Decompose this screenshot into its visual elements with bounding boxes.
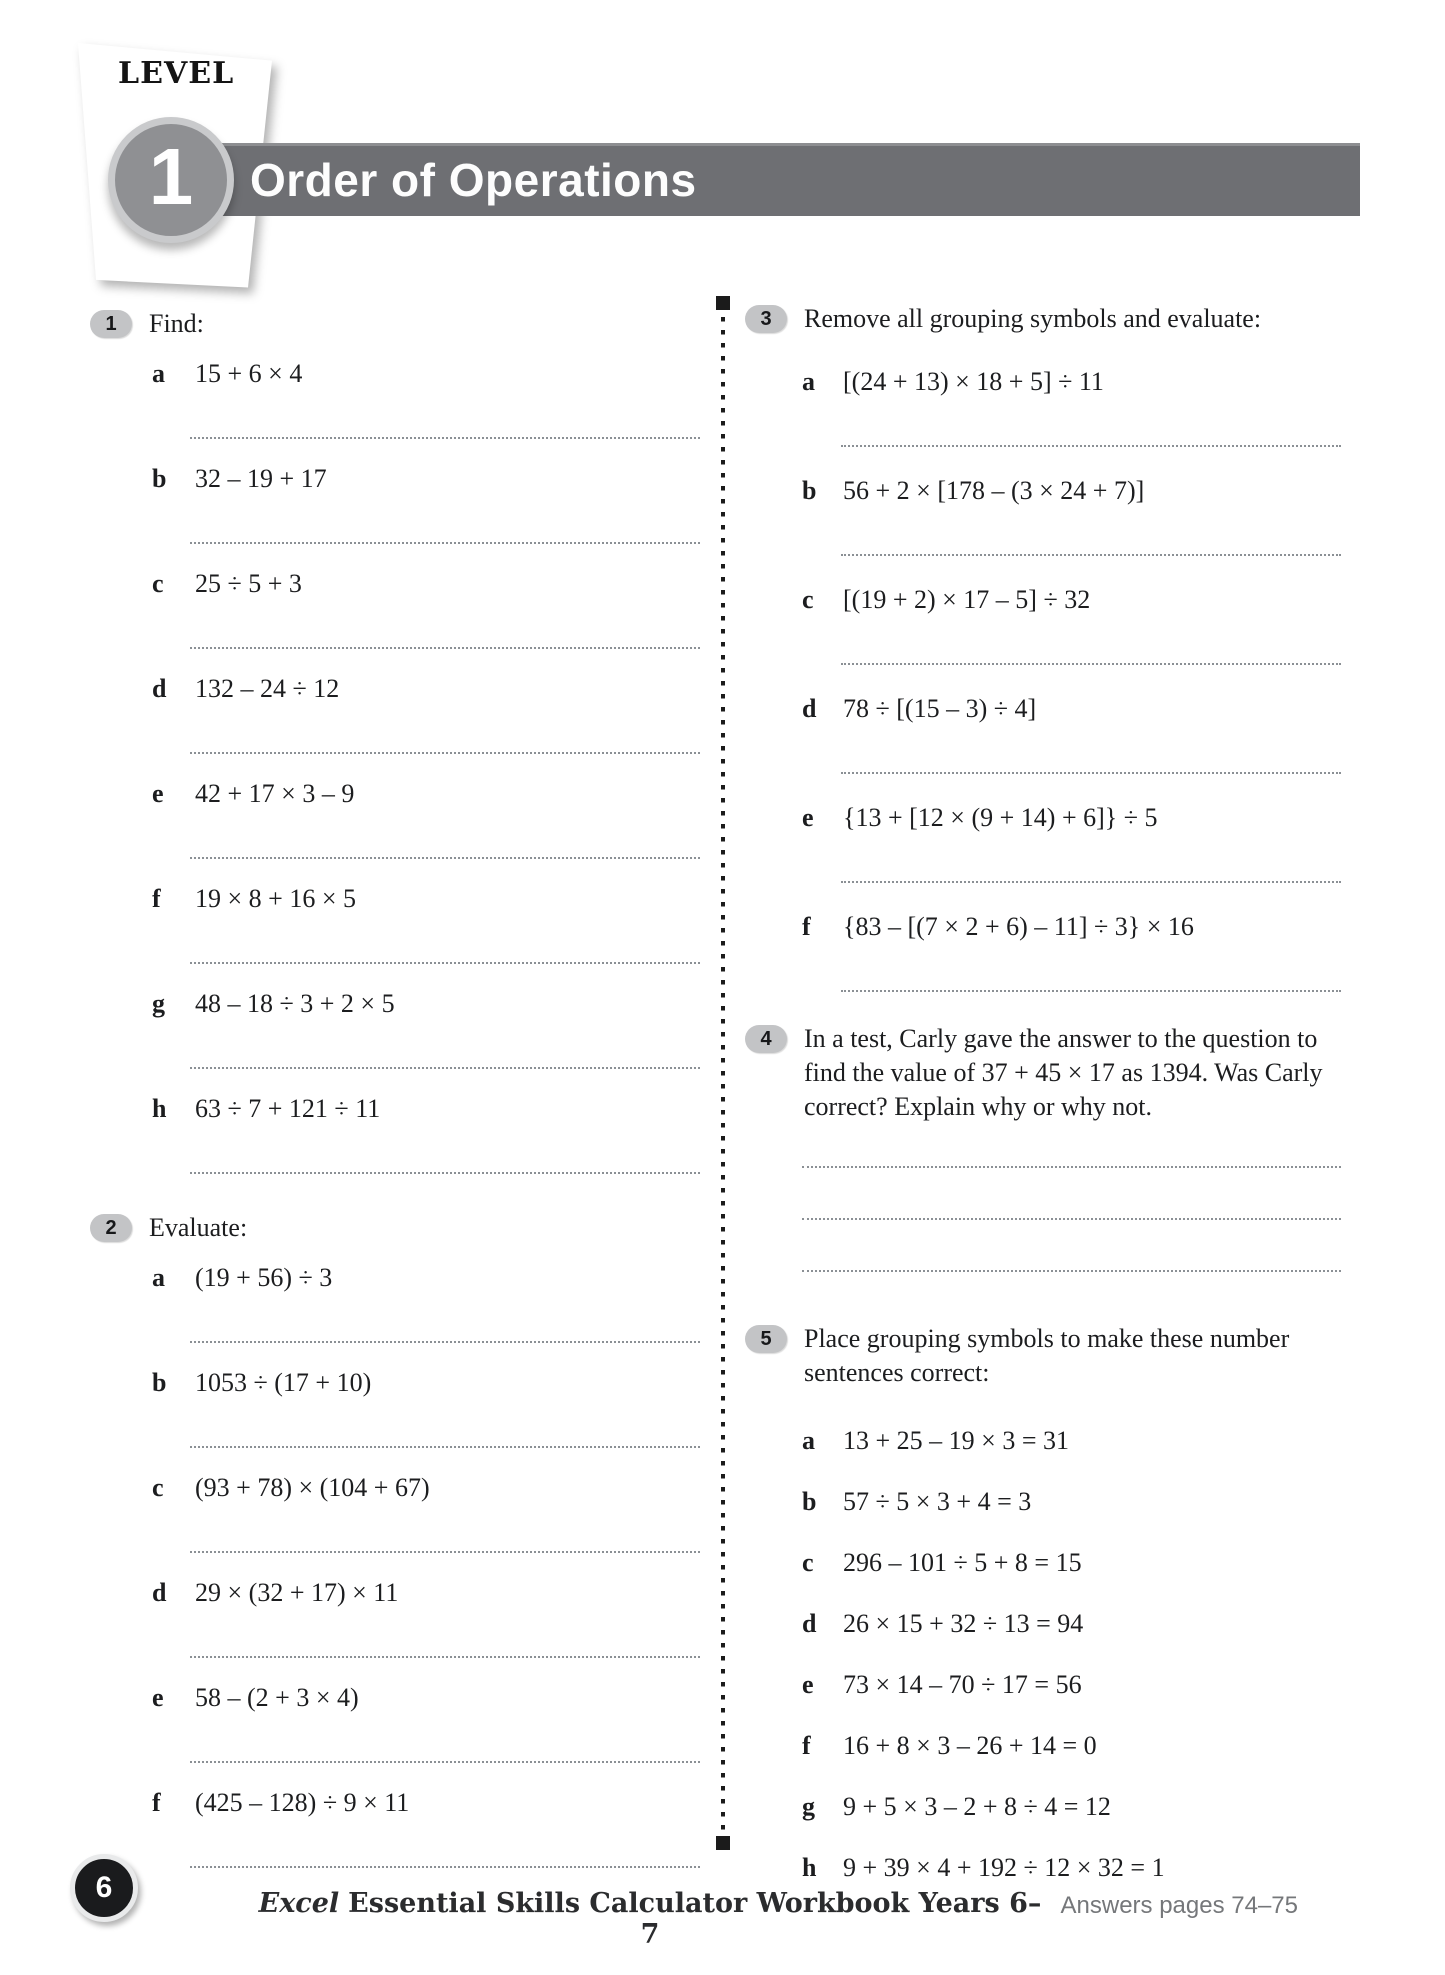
item-expression: 13 + 25 – 19 × 3 = 31 (843, 1426, 1069, 1455)
question-prompt: In a test, Carly gave the answer to the question to find the value of 37 + 45 × 17 as 1394. Was Carly correct? Explain why or why not. (804, 1024, 1323, 1121)
item-letter: b (802, 1487, 817, 1516)
exercise-item (745, 692, 1341, 726)
item-expression: 42 + 17 × 3 – 9 (195, 779, 355, 808)
answer-line[interactable] (802, 1166, 1341, 1168)
answer-line[interactable] (841, 445, 1341, 447)
answer-line[interactable] (190, 647, 700, 649)
item-expression: 56 + 2 × [178 – (3 × 24 + 7)] (843, 476, 1145, 505)
item-letter: d (802, 1609, 817, 1638)
answer-line[interactable] (802, 1270, 1341, 1272)
answer-line[interactable] (841, 881, 1341, 883)
question-4-header (745, 1022, 1341, 1124)
question-prompt: Evaluate: (149, 1213, 248, 1242)
item-letter: g (152, 989, 165, 1018)
item-letter: c (802, 1548, 814, 1577)
level-circle (108, 117, 234, 243)
item-expression: [(19 + 2) × 17 – 5] ÷ 32 (843, 585, 1091, 614)
item-expression: 26 × 15 + 32 ÷ 13 = 94 (843, 1609, 1084, 1638)
item-expression: {13 + [12 × (9 + 14) + 6]} ÷ 5 (843, 803, 1158, 832)
item-expression: 48 – 18 ÷ 3 + 2 × 5 (195, 989, 395, 1018)
exercise-item (88, 1681, 700, 1715)
question-prompt: Remove all grouping symbols and evaluate: (804, 304, 1262, 333)
exercise-item (745, 474, 1341, 508)
item-expression: (19 + 56) ÷ 3 (195, 1263, 333, 1292)
exercise-item (88, 882, 700, 916)
item-letter: h (152, 1094, 167, 1123)
answer-line[interactable] (841, 554, 1341, 556)
number-sentence-item (745, 1485, 1341, 1519)
item-letter: f (802, 912, 811, 941)
number-sentence-item (745, 1668, 1341, 1702)
question-number-badge: 2 (90, 1214, 132, 1242)
question-prompt: Find: (149, 309, 204, 338)
answer-line[interactable] (190, 1172, 700, 1174)
item-letter: e (152, 779, 164, 808)
item-letter: f (802, 1731, 811, 1760)
chapter-banner (214, 143, 1360, 216)
exercise-item (88, 987, 700, 1021)
exercise-item (88, 1366, 700, 1400)
footer-title-text: Essential Skills Calculator Workbook Years 6–7 (348, 1888, 1042, 1950)
exercise-item (88, 777, 700, 811)
question-number-badge: 1 (90, 310, 132, 338)
exercise-item (88, 672, 700, 706)
answer-line[interactable] (841, 663, 1341, 665)
footer-brand: Excel (258, 1888, 340, 1919)
question-5-header (745, 1322, 1341, 1390)
item-expression: 16 + 8 × 3 – 26 + 14 = 0 (843, 1731, 1097, 1760)
question-2-header (90, 1211, 700, 1245)
item-expression: 1053 ÷ (17 + 10) (195, 1368, 372, 1397)
answer-line[interactable] (190, 962, 700, 964)
item-letter: d (152, 1578, 167, 1607)
chapter-title: Order of Operations (250, 154, 697, 206)
item-letter: a (802, 367, 815, 396)
exercise-item (88, 1786, 700, 1820)
item-letter: b (152, 464, 167, 493)
exercise-item (88, 1471, 700, 1505)
item-expression: 15 + 6 × 4 (195, 359, 303, 388)
number-sentence-item (745, 1424, 1341, 1458)
level-number: 1 (148, 132, 194, 221)
page-number-badge (70, 1854, 138, 1922)
item-letter: b (152, 1368, 167, 1397)
answer-line[interactable] (190, 857, 700, 859)
item-expression: 63 ÷ 7 + 121 ÷ 11 (195, 1094, 381, 1123)
item-expression: 58 – (2 + 3 × 4) (195, 1683, 359, 1712)
answer-line[interactable] (802, 1218, 1341, 1220)
item-letter: a (802, 1426, 815, 1455)
number-sentence-item (745, 1729, 1341, 1763)
item-letter: g (802, 1792, 815, 1821)
answer-line[interactable] (190, 1656, 700, 1658)
column-divider (716, 296, 730, 1850)
item-letter: c (802, 585, 814, 614)
item-expression: 57 ÷ 5 × 3 + 4 = 3 (843, 1487, 1032, 1516)
exercise-item (88, 462, 700, 496)
question-number-badge: 4 (745, 1025, 787, 1053)
number-sentence-item (745, 1851, 1341, 1885)
item-expression: 9 + 5 × 3 – 2 + 8 ÷ 4 = 12 (843, 1792, 1111, 1821)
item-expression: 78 ÷ [(15 – 3) ÷ 4] (843, 694, 1037, 723)
item-letter: d (152, 674, 167, 703)
item-letter: b (802, 476, 817, 505)
answer-line[interactable] (841, 990, 1341, 992)
number-sentence-item (745, 1790, 1341, 1824)
item-letter: a (152, 359, 165, 388)
item-letter: c (152, 569, 164, 598)
answer-line[interactable] (190, 542, 700, 544)
item-letter: d (802, 694, 817, 723)
item-expression: {83 – [(7 × 2 + 6) – 11] ÷ 3} × 16 (843, 912, 1194, 941)
exercise-item (745, 801, 1341, 835)
exercise-item (745, 910, 1341, 944)
right-column (745, 302, 1341, 1912)
item-expression: (425 – 128) ÷ 9 × 11 (195, 1788, 410, 1817)
answer-line[interactable] (190, 1446, 700, 1448)
item-expression: 25 ÷ 5 + 3 (195, 569, 302, 598)
number-sentence-item (745, 1607, 1341, 1641)
item-expression: 29 × (32 + 17) × 11 (195, 1578, 399, 1607)
answer-line[interactable] (190, 437, 700, 439)
item-expression: 9 + 39 × 4 + 192 ÷ 12 × 32 = 1 (843, 1853, 1165, 1882)
item-letter: f (152, 1788, 161, 1817)
exercise-item (88, 357, 700, 391)
item-letter: e (802, 1670, 814, 1699)
answer-line[interactable] (190, 1761, 700, 1763)
item-expression: 32 – 19 + 17 (195, 464, 327, 493)
item-expression: 132 – 24 ÷ 12 (195, 674, 340, 703)
answer-line[interactable] (190, 1551, 700, 1553)
item-letter: h (802, 1853, 817, 1882)
exercise-item (745, 583, 1341, 617)
footer-answers-reference: Answers pages 74–75 (1060, 1892, 1298, 1919)
level-label: LEVEL (118, 56, 235, 91)
item-expression: 19 × 8 + 16 × 5 (195, 884, 356, 913)
item-letter: f (152, 884, 161, 913)
answer-line[interactable] (190, 1866, 700, 1868)
divider-dotted-line (721, 304, 725, 1842)
item-expression: 73 × 14 – 70 ÷ 17 = 56 (843, 1670, 1082, 1699)
page-number: 6 (95, 1871, 113, 1904)
item-letter: a (152, 1263, 165, 1292)
footer-book-title (250, 1888, 1050, 1950)
item-letter: e (152, 1683, 164, 1712)
question-number-badge: 5 (745, 1325, 787, 1353)
question-1-header (90, 307, 700, 341)
item-expression: (93 + 78) × (104 + 67) (195, 1473, 430, 1502)
exercise-item (88, 1261, 700, 1295)
item-letter: e (802, 803, 814, 832)
answer-line[interactable] (190, 752, 700, 754)
exercise-item (88, 567, 700, 601)
exercise-item (745, 365, 1341, 399)
item-letter: c (152, 1473, 164, 1502)
item-expression: [(24 + 13) × 18 + 5] ÷ 11 (843, 367, 1104, 396)
question-number-badge: 3 (745, 305, 787, 333)
item-expression: 296 – 101 ÷ 5 + 8 = 15 (843, 1548, 1082, 1577)
exercise-item (88, 1092, 700, 1126)
answer-line[interactable] (190, 1067, 700, 1069)
number-sentence-item (745, 1546, 1341, 1580)
answer-line[interactable] (841, 772, 1341, 774)
divider-end-square (716, 1836, 730, 1850)
exercise-item (88, 1576, 700, 1610)
answer-line[interactable] (190, 1341, 700, 1343)
question-prompt: Place grouping symbols to make these number sentences correct: (804, 1324, 1290, 1387)
question-3-header (745, 302, 1341, 336)
left-column (88, 307, 700, 1891)
